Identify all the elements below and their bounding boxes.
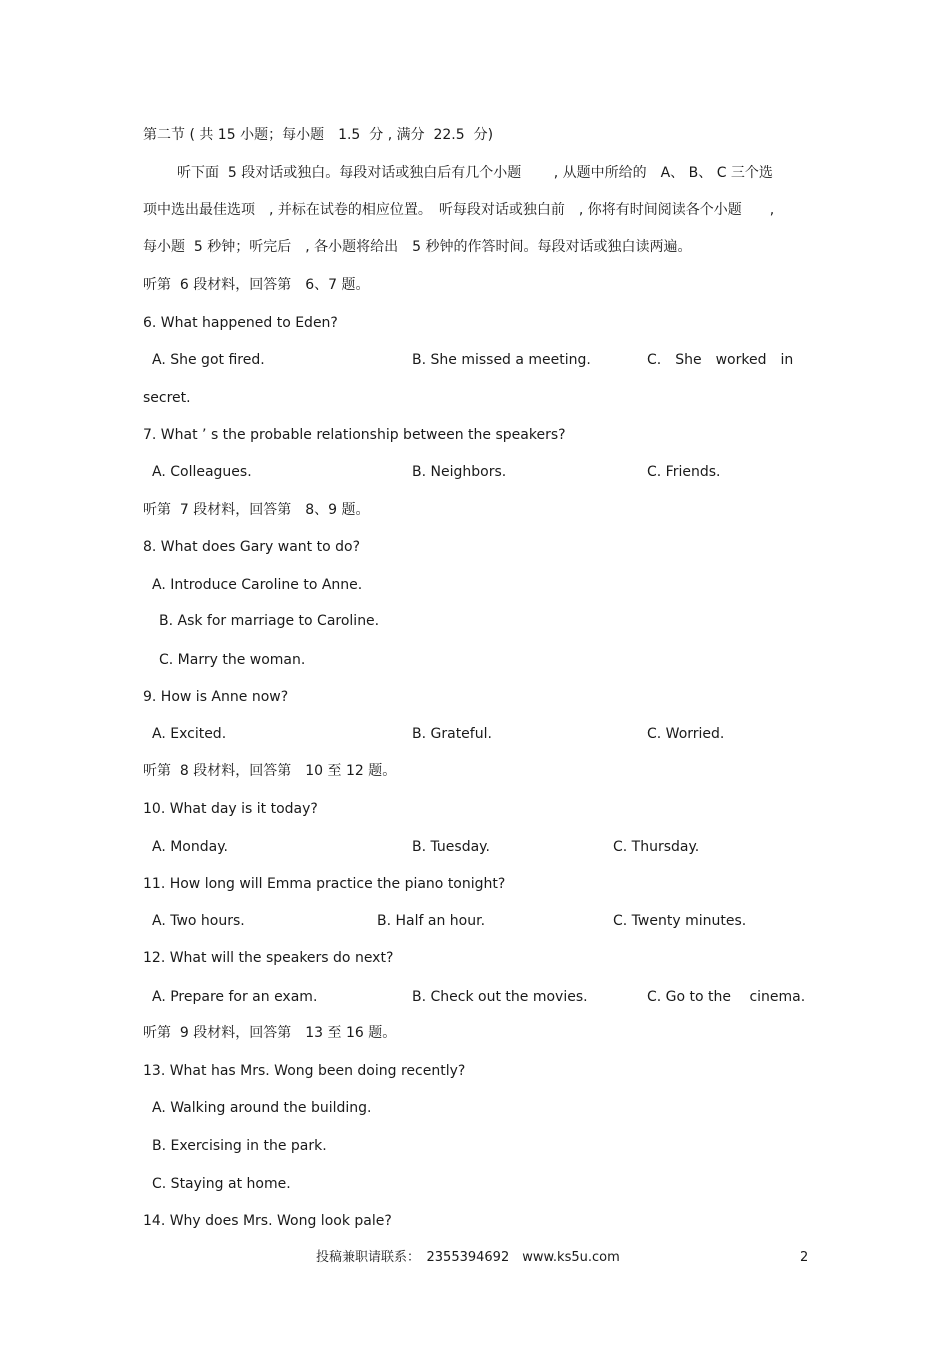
option-b: B. Half an hour. bbox=[377, 913, 486, 929]
option-b: B. Tuesday. bbox=[412, 839, 490, 855]
option-a: A. Colleagues. bbox=[152, 464, 252, 480]
question-text: 7. What ’ s the probable relationship between the speakers? bbox=[143, 427, 566, 443]
page-number: 2 bbox=[800, 1250, 809, 1265]
option-b: B. Grateful. bbox=[412, 726, 492, 742]
option-b: B. Exercising in the park. bbox=[152, 1138, 327, 1154]
option-b: B. Check out the movies. bbox=[412, 989, 588, 1005]
option-c: C. Marry the woman. bbox=[159, 652, 306, 668]
option-a: A. Introduce Caroline to Anne. bbox=[152, 577, 363, 593]
group-label: 听第 6 段材料，回答第 6、7 题。 bbox=[143, 277, 370, 293]
section-header: 第二节 ( 共 15 小题；每小题 1.5 分 , 满分 22.5 分) bbox=[143, 127, 494, 143]
group-label: 听第 9 段材料，回答第 13 至 16 题。 bbox=[143, 1025, 397, 1041]
question-text: 12. What will the speakers do next? bbox=[143, 950, 394, 966]
instruction-line: 听下面 5 段对话或独白。每段对话或独白后有几个小题 , 从题中所给的 A、 B、 C 三个选 bbox=[177, 165, 773, 181]
question-text: 9. How is Anne now? bbox=[143, 689, 289, 705]
option-c: C. Go to the cinema. bbox=[647, 989, 806, 1005]
option-a: A. Two hours. bbox=[152, 913, 245, 929]
instruction-line: 项中选出最佳选项 , 并标在试卷的相应位置。 听每段对话或独白前 , 你将有时间阅读各个小题 , bbox=[143, 202, 775, 218]
option-a: A. She got fired. bbox=[152, 352, 265, 368]
option-a: A. Walking around the building. bbox=[152, 1100, 372, 1116]
question-text: 10. What day is it today? bbox=[143, 801, 318, 817]
option-c: C. She worked in bbox=[647, 352, 794, 368]
option-c: C. Twenty minutes. bbox=[613, 913, 747, 929]
question-text: 14. Why does Mrs. Wong look pale? bbox=[143, 1213, 392, 1229]
option-a: A. Excited. bbox=[152, 726, 227, 742]
option-b: B. Neighbors. bbox=[412, 464, 507, 480]
option-b: B. Ask for marriage to Caroline. bbox=[159, 613, 380, 629]
option-c: C. Friends. bbox=[647, 464, 721, 480]
question-text: 8. What does Gary want to do? bbox=[143, 539, 360, 555]
question-text: 11. How long will Emma practice the piano tonight? bbox=[143, 876, 506, 892]
group-label: 听第 8 段材料，回答第 10 至 12 题。 bbox=[143, 763, 397, 779]
question-text: 6. What happened to Eden? bbox=[143, 315, 338, 331]
option-b: B. She missed a meeting. bbox=[412, 352, 591, 368]
option-c: C. Thursday. bbox=[613, 839, 700, 855]
question-text: 13. What has Mrs. Wong been doing recently? bbox=[143, 1063, 466, 1079]
option-a: A. Monday. bbox=[152, 839, 228, 855]
option-c: C. Worried. bbox=[647, 726, 725, 742]
group-label: 听第 7 段材料，回答第 8、9 题。 bbox=[143, 502, 370, 518]
instruction-line: 每小题 5 秒钟；听完后 , 各小题将给出 5 秒钟的作答时间。每段对话或独白读两遍。 bbox=[143, 239, 692, 255]
option-c-continued: secret. bbox=[143, 390, 191, 406]
option-c: C. Staying at home. bbox=[152, 1176, 291, 1192]
option-a: A. Prepare for an exam. bbox=[152, 989, 318, 1005]
footer-contact: 投稿兼职请联系： 2355394692 www.ks5u.com bbox=[316, 1250, 620, 1265]
